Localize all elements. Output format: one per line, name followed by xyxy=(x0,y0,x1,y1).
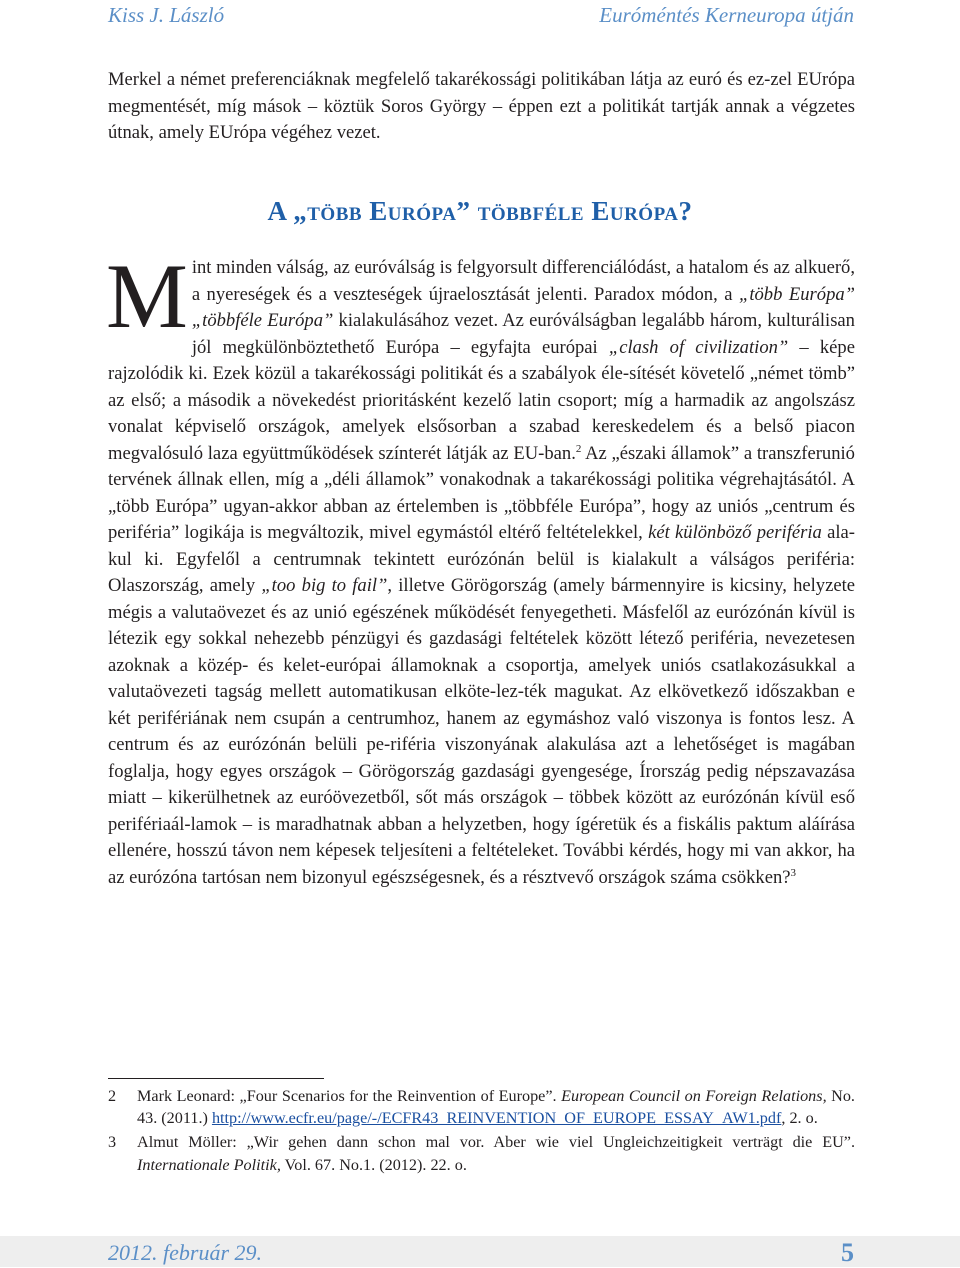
footnote-number: 3 xyxy=(108,1133,117,1152)
page-footer xyxy=(0,1236,960,1267)
footnote-divider xyxy=(108,1078,324,1079)
footnote-2 xyxy=(108,1085,855,1129)
main-text-5: ala-kul ki. Egyfelől a centrumnak tekintett eurózónán belül is kialakult a válságos periféria: Olaszország, amely xyxy=(108,522,856,596)
main-text-3: – képe rajzolódik ki. Ezek közül a takarékossági politikát és a szabályok éle-sítését követelő „német tömb” az első; a második a növekedést prioritásként kezelő latin csoport; míg a harmadik az angolszász vonalat képviselő országok, amelyek elsősorban a szabad kereskedelem és a belső piacon megvalósuló laza együttműködések színterét látják az EU-ban. xyxy=(108,336,855,464)
main-italic-2: „clash of civilization” xyxy=(608,336,789,358)
footnote-source: European Council on Foreign Relations, xyxy=(561,1087,827,1105)
footnote-text: Vol. 67. No.1. (2012). 22. o. xyxy=(280,1155,467,1174)
footnote-text: , 2. o. xyxy=(781,1109,818,1128)
main-italic-3: két különböző periféria xyxy=(648,522,822,543)
main-text-4: Az „északi államok” a transzferunió tervének állnak ellen, míg a „déli államok” vonakodnak a takarékossági politika végrehajtásától. A „több Európa” ugyan-akkor abban az értelemben is „többféle Európa”, hogy az uniós „centrum és periféria” logikája is megváltozik, mivel egymástól eltérő feltételekkel, xyxy=(108,442,855,543)
footnote-number: 2 xyxy=(108,1087,117,1105)
main-text-1: int minden válság, az euróválság is felgyorsult differenciálódást, a hatalom és az alkuerő, a nyereségek és a veszteségek újraelosztását jelenti. Paradox módon, a xyxy=(191,257,855,305)
footnote-text: Mark Leonard: „Four Scenarios for the Reinvention of Europe”. xyxy=(137,1087,562,1105)
footnote-source: Internationale Politik, xyxy=(137,1155,281,1174)
intro-text: Merkel a német preferenciáknak megfelelő takarékossági politikában látja az euró és ez-zel EUrópa megmentését, míg mások – köztük Soros György – éppen ezt a politikát tartják annak a végzetes útnak, amely EUrópa végéhez vezet. xyxy=(108,69,855,143)
footnote-text: Almut Möller: „Wir gehen dann schon mal vor. Aber wie viel Ungleichzeitigkeit verträgt die EU”. xyxy=(137,1133,855,1152)
footnotes xyxy=(108,1085,855,1178)
main-text-2: kialakulásához vezet. Az euróválságban legalább három, kulturálisan jól megkülönböztethető Európa – egyfajta európai xyxy=(191,310,855,358)
main-text-6: , illetve Görögország (amely bármennyire is kicsiny, helyzete mégis a valutaövezet és az unió egészének működését fenyegetheti. Másfelől az eurózónán kívül is létezik egy sokkal nehezebb pénzügyi és gazdasági feltételek között létező periféria, nevezetesen azoknak a közép- és kelet-európai államoknak a csoportja, amelyek uniós csatlakozásukkal a valutaövezeti tagság mellett automatikusan elköte-lez-ték magukat. Az elkövetkező időszakban e két perifériának nem csupán a centrumhoz, hanem az egymáshoz való viszonya is fontos lesz. A centrum és az eurózónán belüli pe-riféria viszonyának alakulása azt a lehetőséget is magában foglalja, hogy egyes országok – Görögország gazdasági gyengesége, Írország pedig népszavazása miatt – kikerülhetnek az euróövezetből, sőt más országok – többek között az eurózónán kívül eső perifériaál-lamok – is maradhatnak abban a helyzetben, hogy ígéretük és a fiskális paktum aláírása ellenére, hosszú távon nem képesek teljesíteni a feltételeket. További kérdés, hogy mi van akkor, ha az eurózóna tartósan nem bizonyul egészségesnek, és a résztvevő országok száma csökken? xyxy=(108,575,856,888)
header-author: Kiss J. László xyxy=(108,3,225,27)
main-paragraph xyxy=(106,245,856,891)
intro-paragraph xyxy=(108,67,855,147)
footnote-text: No. 43. (2011.) xyxy=(137,1087,855,1128)
page-number: 5 xyxy=(841,1238,854,1267)
footnote-ref-3[interactable]: 3 xyxy=(790,866,797,879)
footnote-ref-2[interactable]: 2 xyxy=(575,442,582,455)
drop-cap: M xyxy=(106,245,188,347)
footnote-link[interactable]: http://www.ecfr.eu/page/-/ECFR43_REINVENTION_OF_EUROPE_ESSAY_AW1.pdf xyxy=(211,1109,782,1128)
main-italic-4: „too big to fail” xyxy=(261,575,388,596)
footnote-3 xyxy=(108,1131,855,1175)
header-title: Euróméntés Kerneuropa útján xyxy=(599,3,854,27)
running-header xyxy=(0,0,960,28)
main-italic-1: „több Európa” „többféle Európa” xyxy=(191,283,856,331)
section-title: A „több Európa” többféle Európa? xyxy=(267,196,693,226)
footer-date: 2012. február 29. xyxy=(108,1240,262,1265)
